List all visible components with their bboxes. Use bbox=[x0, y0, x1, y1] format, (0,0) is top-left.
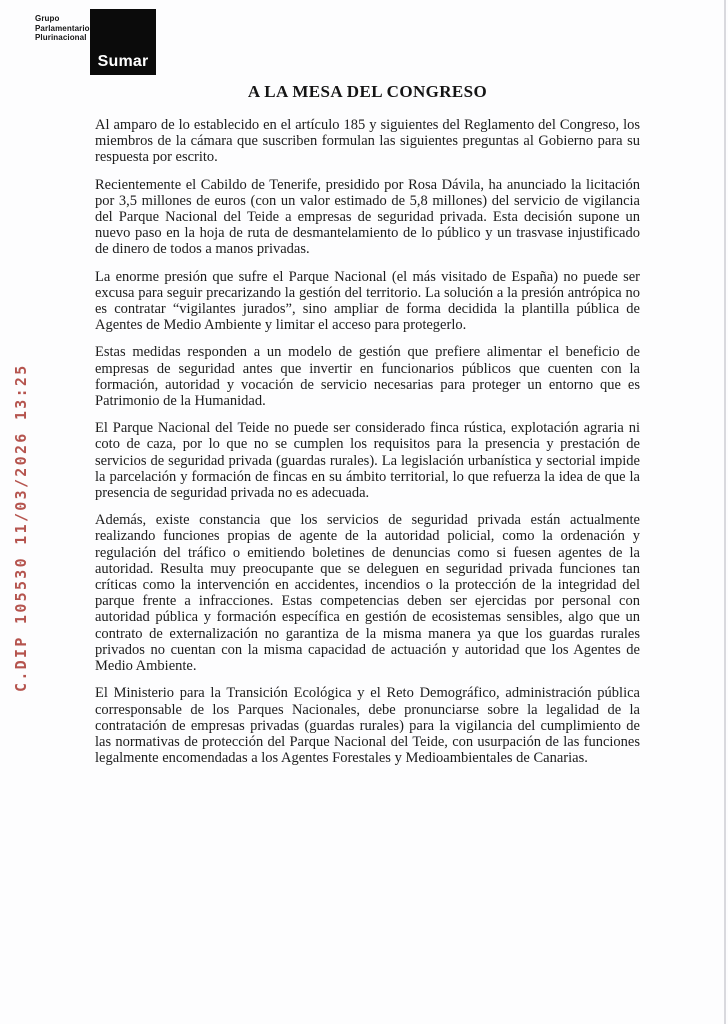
document-body bbox=[95, 117, 640, 777]
scan-edge-artifact bbox=[724, 0, 726, 1024]
sumar-brand-text: Sumar bbox=[97, 53, 149, 70]
paragraph-finca-rustica: El Parque Nacional del Teide no puede ser considerado finca rústica, explotación agraria ni coto de caza, por lo que no se cumplen los requisitos para la presencia y prestación de servicios de seguridad privada (guardas rurales). La legislación urbanística y sectorial impide la parcelación y formación de fincas en su ámbito territorial, lo que refuerza la idea de que la presencia de seguridad privada no es adecuada. bbox=[95, 420, 640, 502]
group-name-line: Plurinacional bbox=[35, 33, 87, 42]
sumar-logo bbox=[90, 9, 156, 75]
paragraph-licitacion: Recientemente el Cabildo de Tenerife, presidido por Rosa Dávila, ha anunciado la licitación por 3,5 millones de euros (con un valor estimado de 5,8 millones) del servicio de vigilancia del Parque Nacional del Teide a empresas de seguridad privada. Esta decisión supone un nuevo paso en la hoja de ruta de desmantelamiento de lo público y un trasvase injustificado de dinero de todos a manos privadas. bbox=[95, 176, 640, 258]
paragraph-modelo-gestion: Estas medidas responden a un modelo de gestión que prefiere alimentar el beneficio de empresas de seguridad antes que invertir en funcionarios públicos que cuenten con la formación, autoridad y vocación de servicio necesarias para proteger un entorno que es Patrimonio de la Humanidad. bbox=[95, 344, 640, 410]
group-name-line: Parlamentario bbox=[35, 23, 90, 33]
document-title: A LA MESA DEL CONGRESO bbox=[247, 82, 488, 101]
paragraph-intro: Al amparo de lo establecido en el artículo 185 y siguientes del Reglamento del Congreso, los miembros de la cámara que suscriben formulan las siguientes preguntas al Gobierno para su respuesta por escrito. bbox=[95, 117, 640, 166]
registry-stamp: C.DIP 105530 11/03/2026 13:25 bbox=[12, 363, 30, 692]
parliamentary-group-name bbox=[35, 14, 90, 43]
paragraph-ministerio: El Ministerio para la Transición Ecológica y el Reto Demográfico, administración pública corresponsable de los Parques Nacionales, debe pronunciarse sobre la legalidad de la contratación de empresas privadas (guardas rurales) para la vigilancia del cumplimiento de las normativas de protección del Parque Nacional del Teide, con usurpación de las funciones legalmente encomendadas a los Agentes Forestales y Medioambientales de Canarias. bbox=[95, 685, 640, 767]
paragraph-funciones-policiales: Además, existe constancia que los servicios de seguridad privada están actualmente realizando funciones propias de agente de la autoridad policial, como la ordenación y regulación del tráfico o emitiendo boletines de denuncias como si fuesen agentes de la autoridad. Resulta muy preocupante que se deleguen en seguridad privada funciones tan críticas como la intervención en accidentes, incendios o la protección de la integridad del parque frente a infracciones. Estas competencias deben ser ejercidas por personal con autoridad pública y formación específica en gestión de ecosistemas sensibles, algo que un contrato de externalización no garantiza de la misma manera ya que los guardas rurales privados no cuentan con la misma capacidad de actuación y autoridad que los Agentes de Medio Ambiente. bbox=[95, 512, 640, 675]
group-name-line: Grupo bbox=[35, 14, 60, 23]
paragraph-presion: La enorme presión que sufre el Parque Nacional (el más visitado de España) no puede ser excusa para seguir precarizando la gestión del territorio. La solución a la presión antrópica no es contratar “vigilantes jurados”, sino ampliar de forma decidida la plantilla pública de Agentes de Medio Ambiente y limitar el acceso para protegerlo. bbox=[95, 268, 640, 334]
